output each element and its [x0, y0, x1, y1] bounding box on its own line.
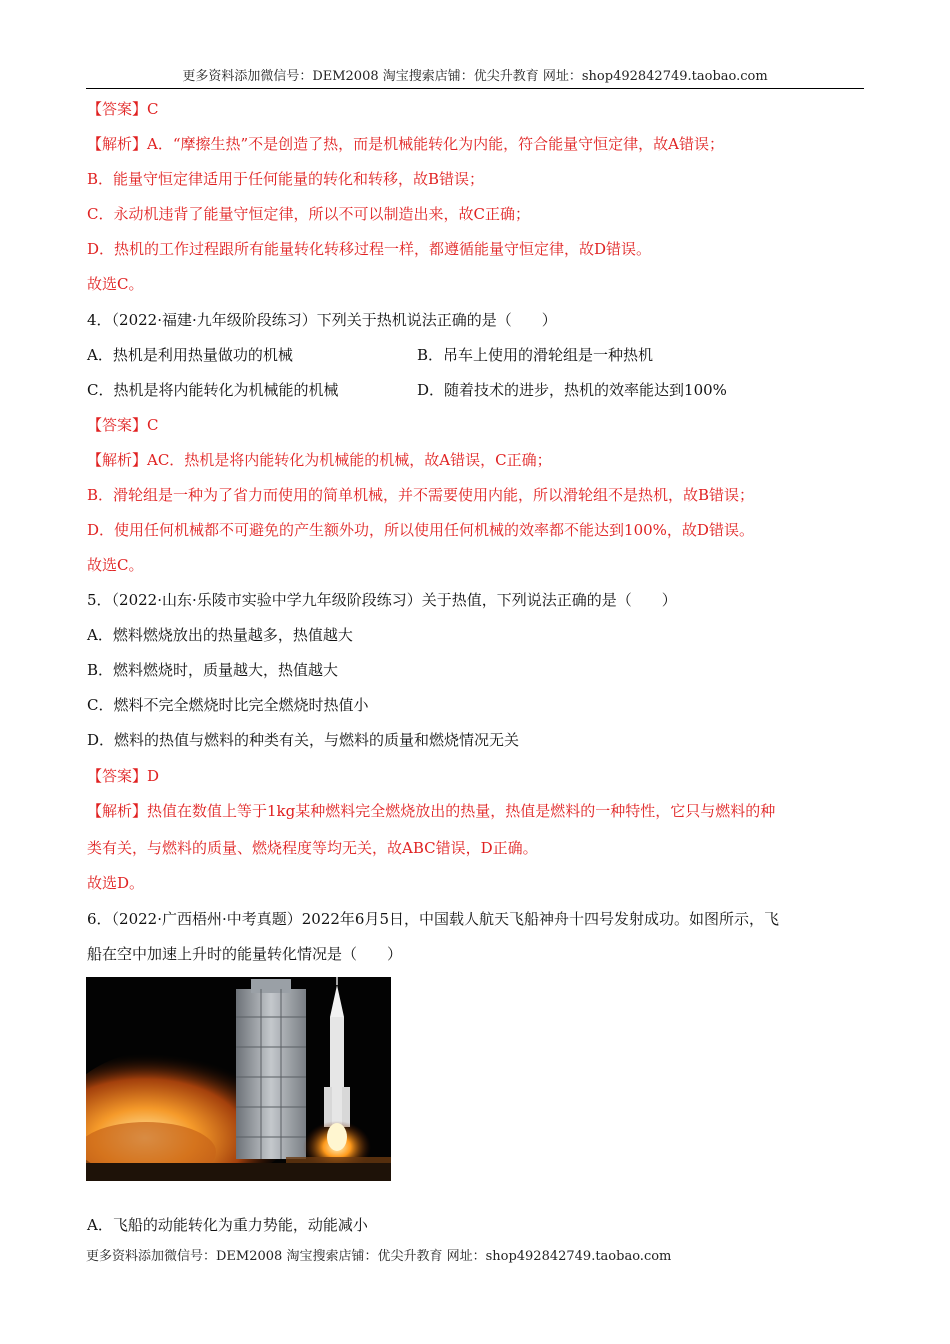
q5-stem: 5．（2022·山东·乐陵市实验中学九年级阶段练习）关于热值，下列说法正确的是（ ）: [87, 591, 677, 609]
q4-analysis-line: D．使用任何机械都不可避免的产生额外功，所以使用任何机械的效率都不能达到100%，故D错误。: [87, 521, 754, 539]
q4-analysis-line: 【解析】AC．热机是将内能转化为机械能的机械，故A错误，C正确；: [87, 451, 552, 469]
q5-answer: 【答案】D: [87, 767, 160, 785]
q5-option: D．燃料的热值与燃料的种类有关，与燃料的质量和燃烧情况无关: [87, 731, 520, 749]
page-footer: 更多资料添加微信号：DEM2008 淘宝搜索店铺：优尖升教育 网址：shop492842749.taobao.com: [86, 1249, 672, 1264]
q5-analysis-line: 【解析】热值在数值上等于1kg某种燃料完全燃烧放出的热量，热值是燃料的一种特性，它只与燃料的种: [87, 802, 776, 820]
q3-answer: 【答案】C: [87, 100, 159, 118]
q3-analysis-line: C．永动机违背了能量守恒定律，所以不可以制造出来，故C正确；: [87, 205, 530, 223]
q3-analysis-line: D．热机的工作过程跟所有能量转化转移过程一样，都遵循能量守恒定律，故D错误。: [87, 240, 652, 258]
q6-option-a: A．飞船的动能转化为重力势能，动能减小: [87, 1216, 368, 1234]
rocket-launch-photo: [86, 977, 391, 1181]
q4-conclusion: 故选C。: [87, 556, 144, 574]
q4-answer: 【答案】C: [87, 416, 159, 434]
q4-option-b: B．吊车上使用的滑轮组是一种热机: [417, 346, 654, 364]
q5-option: C．燃料不完全燃烧时比完全燃烧时热值小: [87, 696, 369, 714]
q5-conclusion: 故选D。: [87, 874, 145, 892]
q6-stem-line: 6．（2022·广西梧州·中考真题）2022年6月5日，中国载人航天飞船神舟十四号发射成功。如图所示，飞: [87, 910, 780, 928]
q4-option-d: D．随着技术的进步，热机的效率能达到100%: [417, 381, 727, 399]
q6-stem-line: 船在空中加速上升时的能量转化情况是（ ）: [87, 945, 403, 963]
q4-analysis-line: B．滑轮组是一种为了省力而使用的简单机械，并不需要使用内能，所以滑轮组不是热机，故B错误；: [87, 486, 755, 504]
q3-analysis-line: 【解析】A．“摩擦生热”不是创造了热，而是机械能转化为内能，符合能量守恒定律，故A错误；: [87, 135, 725, 153]
q5-option: B．燃料燃烧时，质量越大，热值越大: [87, 661, 339, 679]
q5-analysis-line: 类有关，与燃料的质量、燃烧程度等均无关，故ABC错误，D正确。: [87, 839, 538, 857]
q4-option-c: C．热机是将内能转化为机械能的机械: [87, 381, 339, 399]
q4-option-a: A．热机是利用热量做功的机械: [87, 346, 293, 364]
page-header: 更多资料添加微信号：DEM2008 淘宝搜索店铺：优尖升教育 网址：shop492842749.taobao.com: [86, 68, 864, 89]
q3-conclusion: 故选C。: [87, 275, 144, 293]
q4-stem: 4．（2022·福建·九年级阶段练习）下列关于热机说法正确的是（ ）: [87, 311, 557, 329]
q3-analysis-line: B．能量守恒定律适用于任何能量的转化和转移，故B错误；: [87, 170, 485, 188]
q5-option: A．燃料燃烧放出的热量越多，热值越大: [87, 626, 353, 644]
